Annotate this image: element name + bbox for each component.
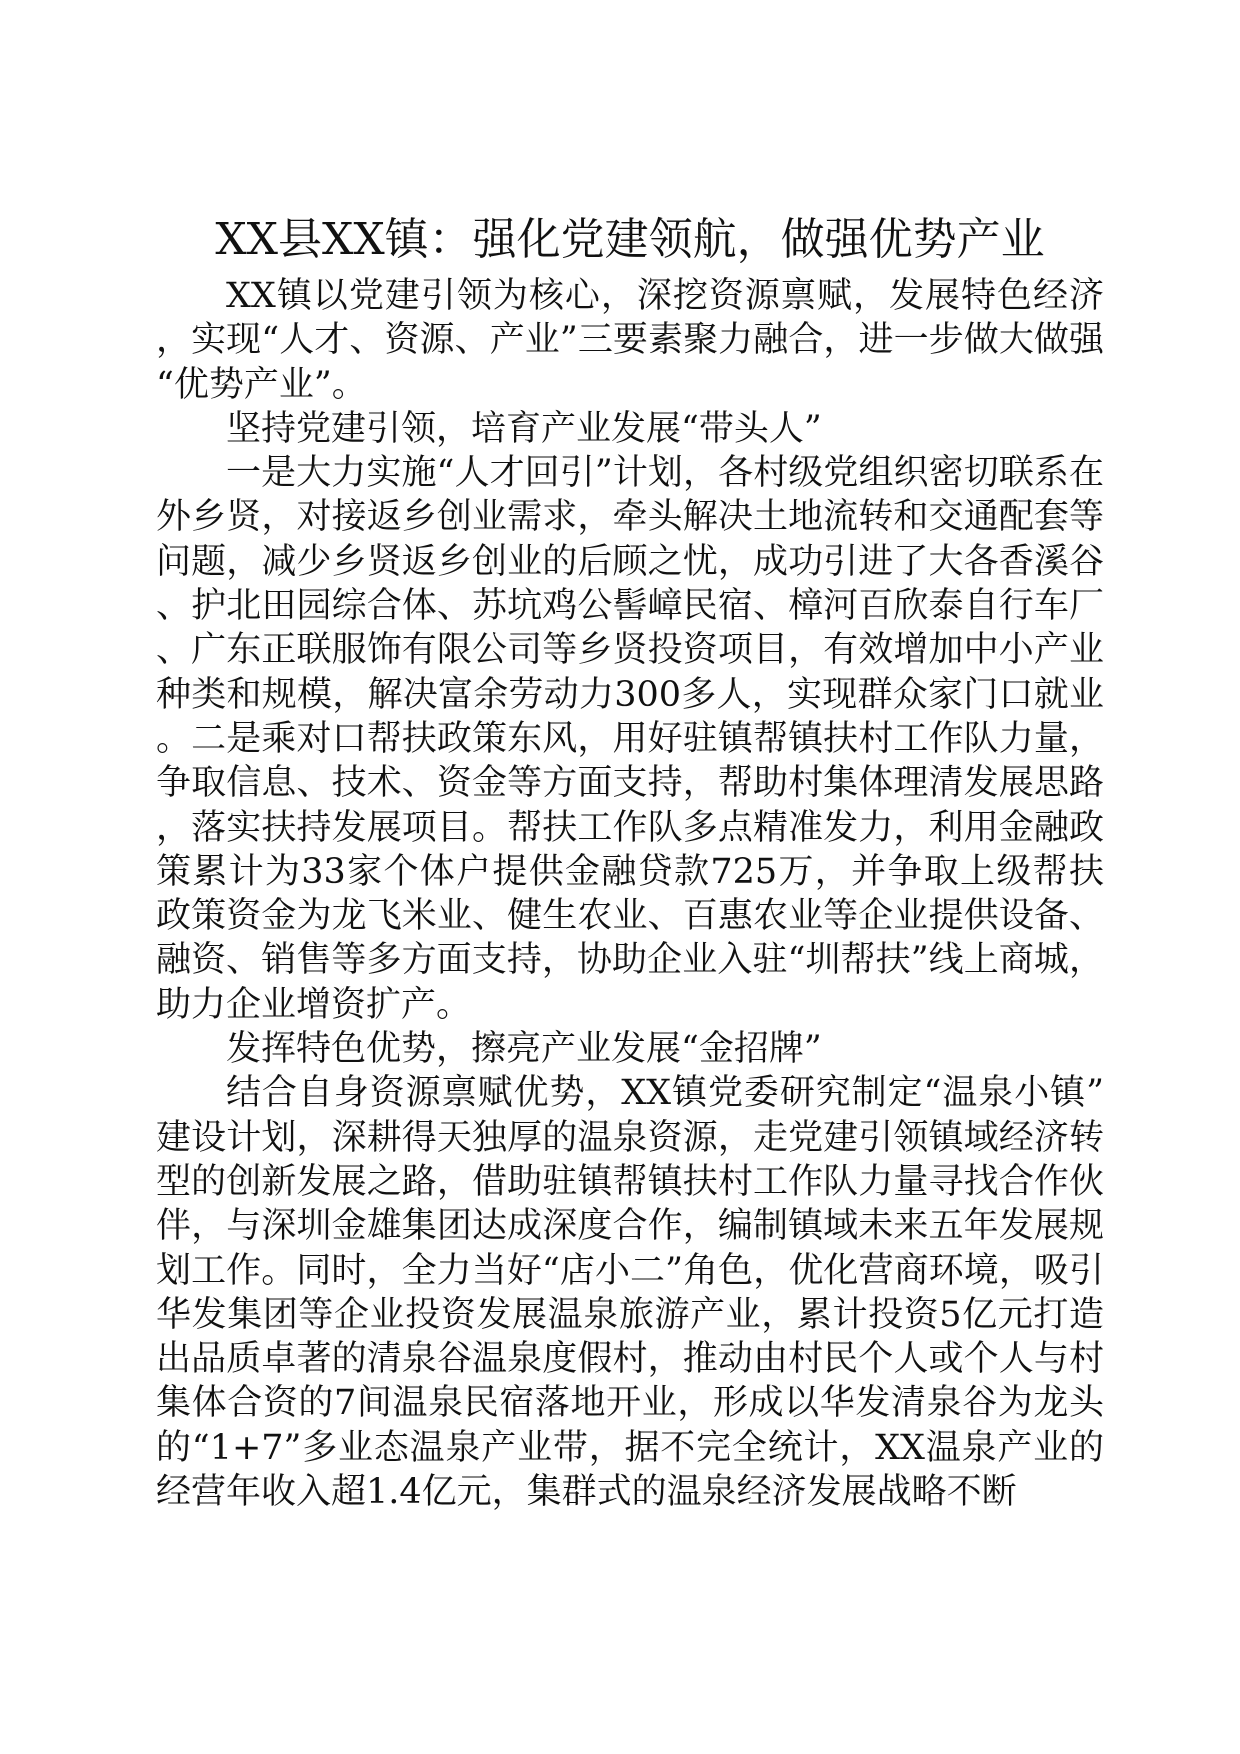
- document-title: XX县XX镇：强化党建领航，做强优势产业: [215, 214, 1045, 265]
- section-1-paragraph: 一是大力实施“人才回引”计划，各村级党组织密切联系在外乡贤，对接返乡创业需求，牵头解决土地流转和交通配套等问题，减少乡贤返乡创业的后顾之忧，成功引进了大各香溪谷、护北田园综合体、苏坑鸡公髻嶂民宿、樟河百欣泰自行车厂、广东正联服饰有限公司等乡贤投资项目，有效增加中小产业种类和规模，解决富余劳动力300多人，实现群众家门口就业。二是乘对口帮扶政策东风，用好驻镇帮镇扶村工作队力量，争取信息、技术、资金等方面支持，帮助村集体理清发展思路，落实扶持发展项目。帮扶工作队多点精准发力，利用金融政策累计为33家个体户提供金融贷款725万，并争取上级帮扶政策资金为龙飞米业、健生农业、百惠农业等企业提供设备、融资、销售等多方面支持，协助企业入驻“圳帮扶”线上商城，助力企业增资扩产。: [156, 453, 1104, 1025]
- section-2-paragraph: 结合自身资源禀赋优势，XX镇党委研究制定“温泉小镇”建设计划，深耕得天独厚的温泉资源，走党建引领镇域经济转型的创新发展之路，借助驻镇帮镇扶村工作队力量寻找合作伙伴，与深圳金雄集团达成深度合作，编制镇域未来五年发展规划工作。同时，全力当好“店小二”角色，优化营商环境，吸引华发集团等企业投资发展温泉旅游产业，累计投资5亿元打造出品质卓著的清泉谷温泉度假村，推动由村民个人或个人与村集体合资的7间温泉民宿落地开业，形成以华发清泉谷为龙头的“1+7”多业态温泉产业带，据不完全统计，XX温泉产业的经营年收入超1.4亿元，集群式的温泉经济发展战略不断: [156, 1073, 1104, 1513]
- document-page: [156, 212, 1104, 1514]
- section-heading-2: 发挥特色优势，擦亮产业发展“金招牌”: [226, 1029, 822, 1070]
- section-heading-1: 坚持党建引领，培育产业发展“带头人”: [226, 408, 822, 449]
- intro-paragraph: XX镇以党建引领为核心，深挖资源禀赋，发展特色经济，实现“人才、资源、产业”三要素聚力融合，进一步做大做强“优势产业”。: [156, 276, 1104, 405]
